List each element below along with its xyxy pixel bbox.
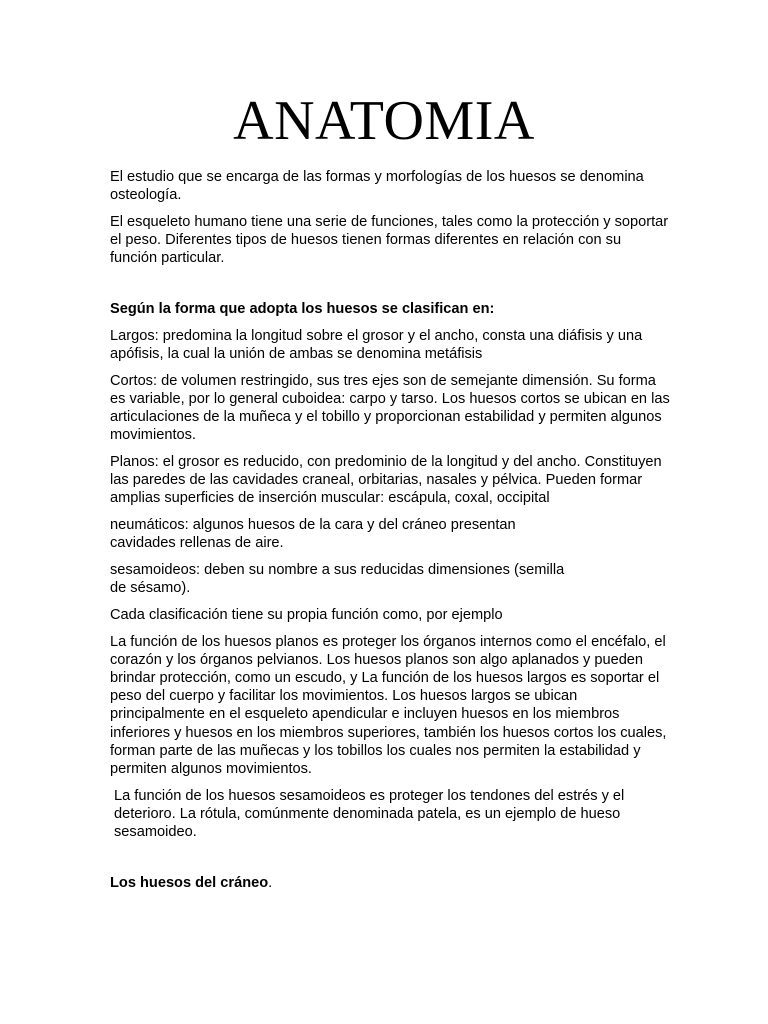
sesamoideos-paragraph bbox=[110, 561, 670, 597]
document-body bbox=[110, 168, 670, 901]
largos-paragraph: Largos: predomina la longitud sobre el grosor y el ancho, consta una diáfisis y una apófisis, la cual la unión de ambas se denomina metáfisis bbox=[110, 327, 643, 362]
funcion-sesamoideos-paragraph: La función de los huesos sesamoideos es proteger los tendones del estrés y el deterioro. La rótula, comúnmente denominada patela, es un ejemplo de hueso sesamoideo. bbox=[114, 787, 625, 841]
craneo-heading-period: . bbox=[268, 874, 273, 891]
planos-paragraph: Planos: el grosor es reducido, con predominio de la longitud y del ancho. Constituyen las paredes de las cavidades craneal, orbitarias, nasales y pélvica. Pueden formar amplias superficies de inserción muscular: escápula, coxal, occipital bbox=[110, 453, 662, 507]
sesamoideos-line-1: sesamoideos: deben su nombre a sus reducidas dimensiones (semilla bbox=[110, 561, 565, 578]
neumaticos-line-1: neumáticos: algunos huesos de la cara y del cráneo presentan bbox=[110, 517, 516, 534]
paragraph-spacer bbox=[110, 276, 670, 300]
funcion-intro-paragraph: Cada clasificación tiene su propia función como, por ejemplo bbox=[110, 606, 503, 623]
intro-paragraph-1: El estudio que se encarga de las formas y morfologías de los huesos se denomina osteología. bbox=[110, 169, 644, 204]
funcion-planos-paragraph: La función de los huesos planos es proteger los órganos internos como el encéfalo, el corazón y los órganos pelvianos. Los huesos planos son algo aplanados y pueden brindar protección, como un escudo, y La función de los huesos largos es soportar el peso del cuerpo y facilitar los movimientos. Los huesos largos se ubican principalmente en el esqueleto apendicular e incluyen huesos en los miembros inferiores y huesos en los miembros superiores, también los huesos cortos los cuales, forman parte de las muñecas y los tobillos los cuales nos permiten la estabilidad y permiten algunos movimientos. bbox=[110, 633, 667, 777]
paragraph-spacer bbox=[110, 850, 670, 874]
classification-heading: Según la forma que adopta los huesos se clasifican en: bbox=[110, 301, 495, 318]
cortos-paragraph: Cortos: de volumen restringido, sus tres ejes son de semejante dimensión. Su forma es variable, por lo general cuboidea: carpo y tarso. Los huesos cortos se ubican en las articulaciones de la muñeca y el tobillo y proporcionan estabilidad y permiten algunos movimientos. bbox=[110, 372, 670, 444]
craneo-heading: Los huesos del cráneo bbox=[110, 874, 269, 891]
intro-paragraph-2: El esqueleto humano tiene una serie de funciones, tales como la protección y soportar el peso. Diferentes tipos de huesos tienen formas diferentes en relación con su función particular. bbox=[110, 213, 669, 267]
craneo-heading-line bbox=[110, 874, 670, 892]
document-title: ANATOMIA bbox=[233, 90, 535, 152]
neumaticos-line-2: cavidades rellenas de aire. bbox=[110, 535, 284, 552]
sesamoideos-line-2: de sésamo). bbox=[110, 580, 191, 597]
neumaticos-paragraph bbox=[110, 516, 670, 552]
